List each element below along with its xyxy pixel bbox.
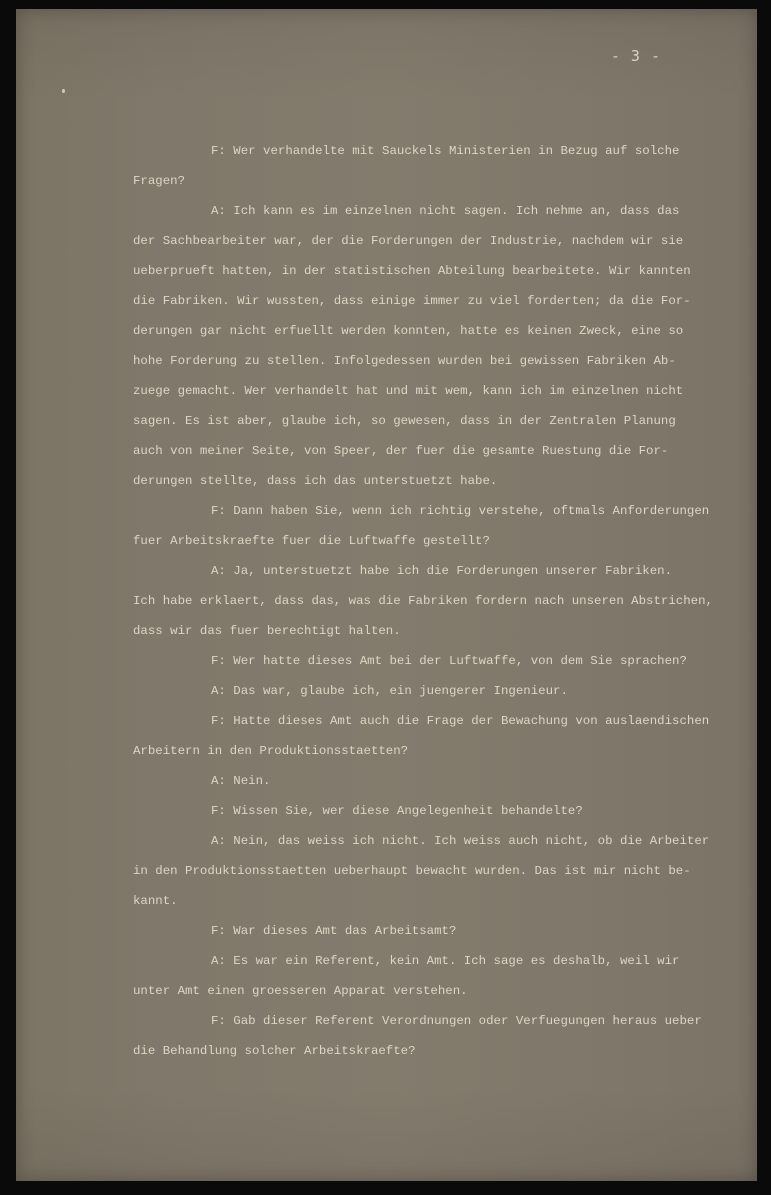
transcript-line: F: Wissen Sie, wer diese Angelegenheit behandelte?: [211, 804, 583, 818]
transcript-line: der Sachbearbeiter war, der die Forderungen der Industrie, nachdem wir sie: [133, 234, 684, 248]
transcript-line: A: Ja, unterstuetzt habe ich die Forderungen unserer Fabriken.: [211, 564, 673, 578]
paper-speck: [62, 89, 65, 93]
transcript-line: sagen. Es ist aber, glaube ich, so gewesen, dass in der Zentralen Planung: [133, 414, 676, 428]
page-number: - 3 -: [610, 47, 661, 65]
transcript-line: derungen gar nicht erfuellt werden konnten, hatte es keinen Zweck, eine so: [133, 324, 684, 338]
transcript-line: F: War dieses Amt das Arbeitsamt?: [211, 924, 457, 938]
transcript-line: A: Nein.: [211, 774, 271, 788]
transcript-line: A: Es war ein Referent, kein Amt. Ich sage es deshalb, weil wir: [211, 954, 680, 968]
transcript-line: derungen stellte, dass ich das unterstuetzt habe.: [133, 474, 498, 488]
transcript-line: Arbeitern in den Produktionsstaetten?: [133, 744, 409, 758]
transcript-line: dass wir das fuer berechtigt halten.: [133, 624, 401, 638]
transcript-line: unter Amt einen groesseren Apparat verstehen.: [133, 984, 468, 998]
interrogation-transcript: [133, 136, 753, 1066]
transcript-line: zuege gemacht. Wer verhandelt hat und mit wem, kann ich im einzelnen nicht: [133, 384, 684, 398]
transcript-line: ueberprueft hatten, in der statistischen Abteilung bearbeitete. Wir kannten: [133, 264, 691, 278]
transcript-line: hohe Forderung zu stellen. Infolgedessen wurden bei gewissen Fabriken Ab-: [133, 354, 676, 368]
transcript-line: A: Ich kann es im einzelnen nicht sagen. Ich nehme an, dass das: [211, 204, 680, 218]
transcript-line: F: Dann haben Sie, wenn ich richtig verstehe, oftmals Anforderungen: [211, 504, 710, 518]
transcript-line: fuer Arbeitskraefte fuer die Luftwaffe gestellt?: [133, 534, 490, 548]
transcript-line: in den Produktionsstaetten ueberhaupt bewacht wurden. Das ist mir nicht be-: [133, 864, 691, 878]
transcript-line: die Behandlung solcher Arbeitskraefte?: [133, 1044, 416, 1058]
transcript-line: F: Wer hatte dieses Amt bei der Luftwaffe, von dem Sie sprachen?: [211, 654, 687, 668]
transcript-line: kannt.: [133, 894, 178, 908]
transcript-line: Ich habe erklaert, dass das, was die Fabriken fordern nach unseren Abstrichen,: [133, 594, 713, 608]
transcript-line: F: Hatte dieses Amt auch die Frage der Bewachung von auslaendischen: [211, 714, 710, 728]
typewritten-page: [16, 9, 757, 1181]
transcript-line: auch von meiner Seite, von Speer, der fuer die gesamte Ruestung die For-: [133, 444, 669, 458]
transcript-line: A: Nein, das weiss ich nicht. Ich weiss auch nicht, ob die Arbeiter: [211, 834, 710, 848]
transcript-line: Fragen?: [133, 174, 186, 188]
transcript-line: F: Wer verhandelte mit Sauckels Ministerien in Bezug auf solche: [211, 144, 680, 158]
transcript-line: F: Gab dieser Referent Verordnungen oder Verfuegungen heraus ueber: [211, 1014, 702, 1028]
transcript-line: A: Das war, glaube ich, ein juengerer Ingenieur.: [211, 684, 568, 698]
transcript-line: die Fabriken. Wir wussten, dass einige immer zu viel forderten; da die For-: [133, 294, 691, 308]
